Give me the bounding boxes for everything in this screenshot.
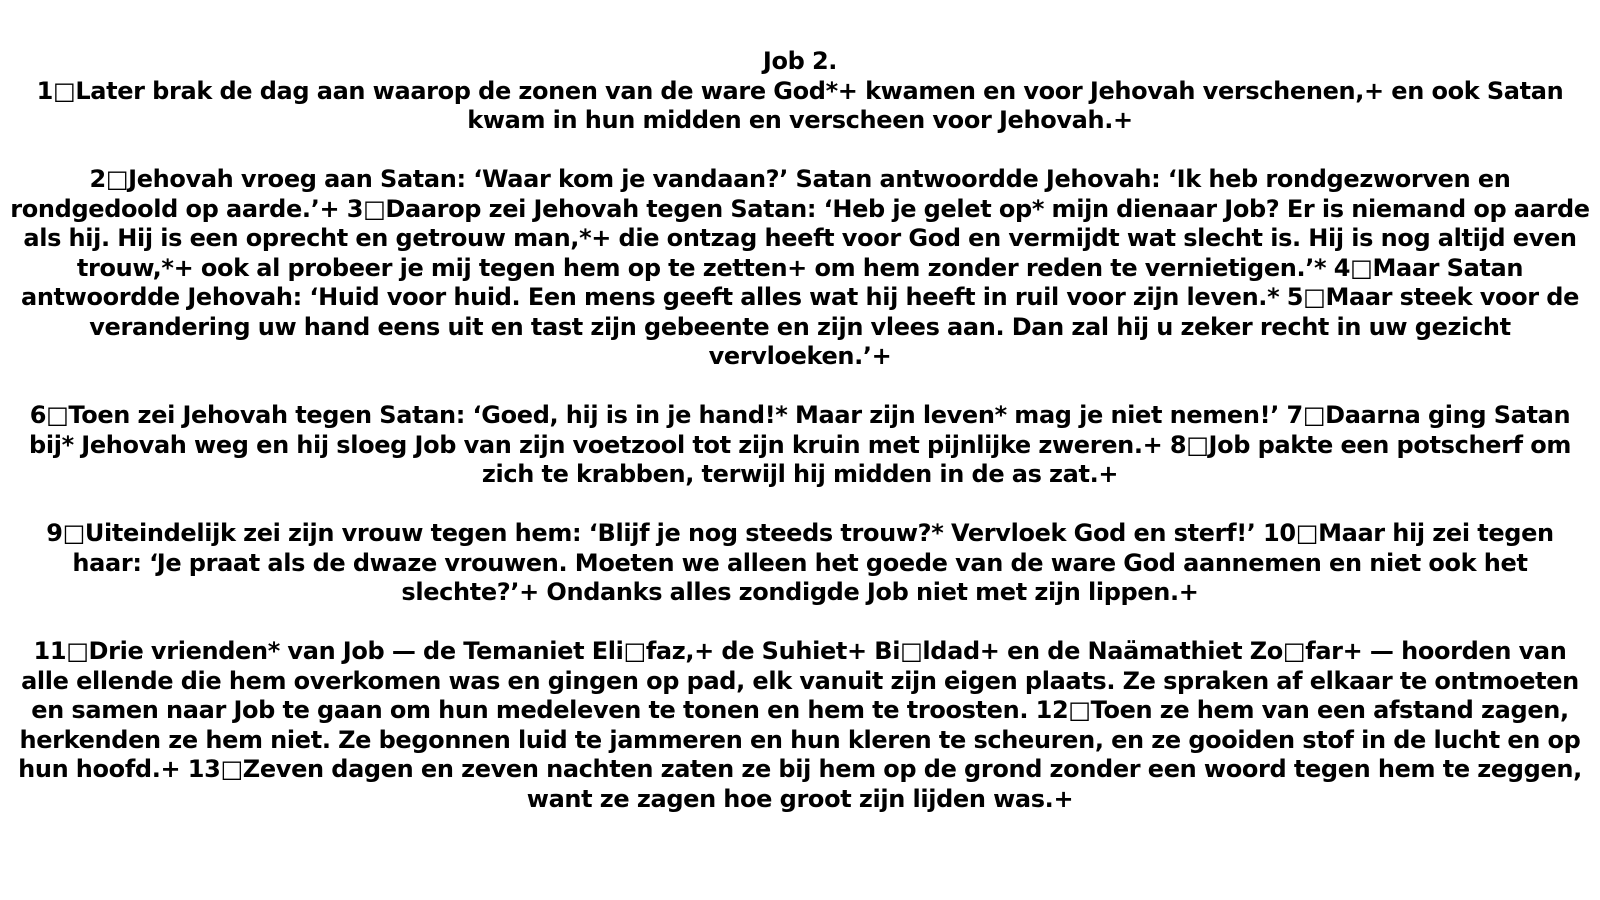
paragraph-verses-9-10: 9□Uiteindelijk zei zijn vrouw tegen hem: ‘Blijf je nog steeds trouw?* Vervloek God en sterf!’ 10□Maar hij zei tegen haar: ‘Je praat als de dwaze vrouwen. Moeten we alleen het goede van de ware God aannemen en niet ook het slechte?’+ Ondanks alles zondigde Job niet met zijn lippen.+ (46, 519, 1554, 606)
paragraph-verses-6-8: 6□Toen zei Jehovah tegen Satan: ‘Goed, hij is in je hand!* Maar zijn leven* mag je niet nemen!’ 7□Daarna ging Satan bij* Jehovah weg en hij sloeg Job van zijn voetzool tot zijn kruin met pijnlijke zweren.+ 8□Job pakte een potscherf om zich te krabben, terwijl hij midden in de as zat.+ (29, 401, 1571, 488)
paragraph-verse-1: 1□Later brak de dag aan waarop de zonen van de ware God*+ kwamen en voor Jehovah verschenen,+ en ook Satan kwam in hun midden en verscheen voor Jehovah.+ (36, 76, 1564, 134)
document-page (10, 47, 1590, 844)
paragraph-verses-2-5: 2□Jehovah vroeg aan Satan: ‘Waar kom je vandaan?’ Satan antwoordde Jehovah: ‘Ik heb rondgezworven en rondgedoold op aarde.’+ 3□Daarop zei Jehovah tegen Satan: ‘Heb je gelet op* mijn dienaar Job? Er is niemand op aarde als hij. Hij is een oprecht en getrouw man,*+ die ontzag heeft voor God en vermijdt wat slecht is. Hij is nog altijd even trouw,*+ ook al probeer je mij tegen hem op te zetten+ om hem zonder reden te vernietigen.’* 4□Maar Satan antwoordde Jehovah: ‘Huid voor huid. Een mens geeft alles wat hij heeft in ruil voor zijn leven.* 5□Maar steek voor de verandering uw hand eens uit en tast zijn gebeente en zijn vlees aan. Dan zal hij u zeker recht in uw gezicht vervloeken.’+ (10, 165, 1590, 370)
chapter-title: Job 2. (762, 47, 838, 75)
paragraph-verses-11-13: 11□Drie vrienden* van Job — de Temaniet Eli□faz,+ de Suhiet+ Bi□ldad+ en de Naämathiet Zo□far+ — hoorden van alle ellende die hem overkomen was en gingen op pad, elk vanuit zijn eigen plaats. Ze spraken af elkaar te ontmoeten en samen naar Job te gaan om hun medeleven te tonen en hem te troosten. 12□Toen ze hem van een afstand zagen, herkenden ze hem niet. Ze begonnen luid te jammeren en hun kleren te scheuren, en ze gooiden stof in de lucht en op hun hoofd.+ 13□Zeven dagen en zeven nachten zaten ze bij hem op de grond zonder een woord tegen hem te zeggen, want ze zagen hoe groot zijn lijden was.+ (18, 637, 1582, 813)
